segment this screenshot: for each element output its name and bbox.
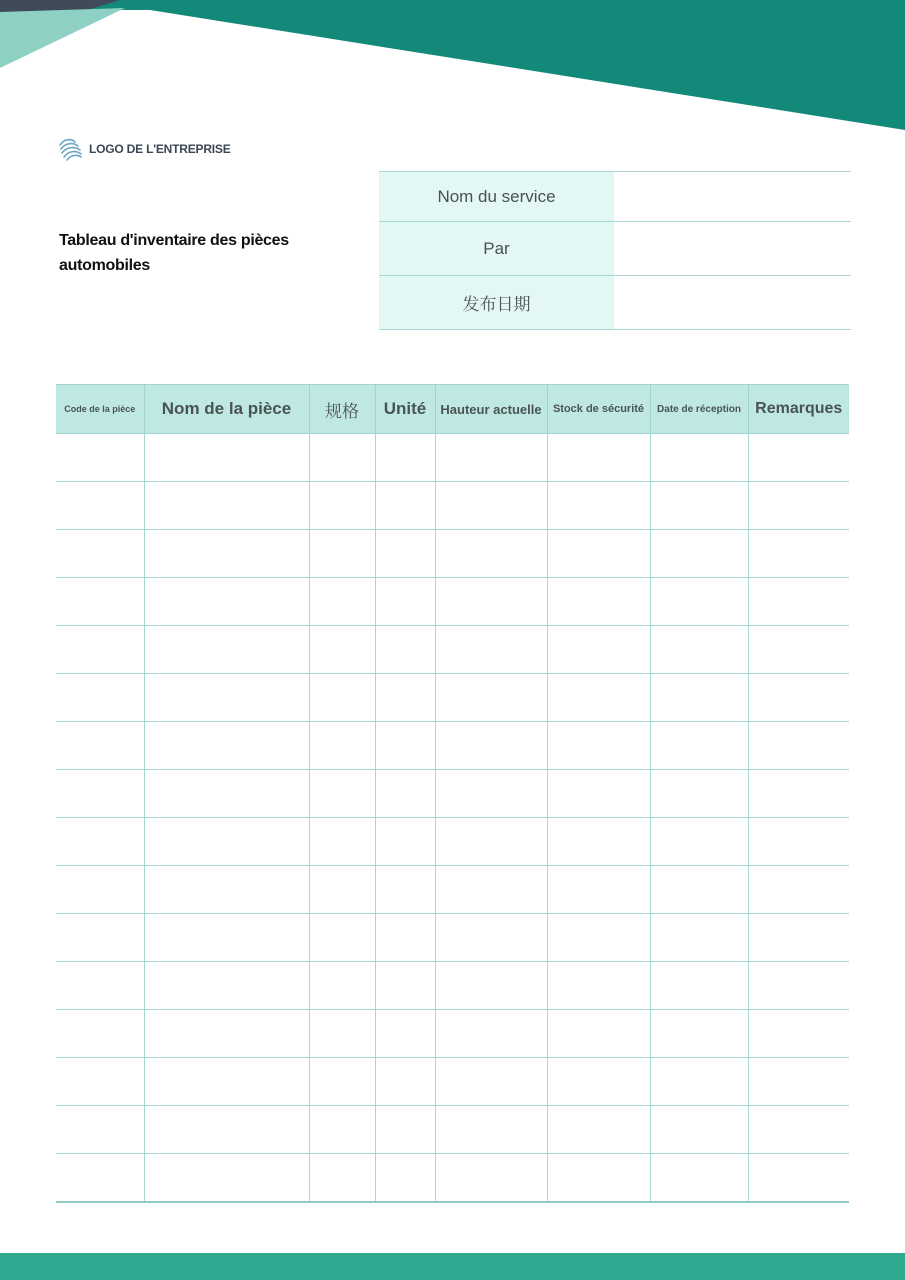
column-header-spec: 规格 bbox=[309, 385, 375, 434]
table-cell[interactable] bbox=[144, 434, 309, 482]
table-cell[interactable] bbox=[650, 578, 748, 626]
table-cell[interactable] bbox=[547, 1154, 650, 1203]
table-cell[interactable] bbox=[547, 578, 650, 626]
table-cell[interactable] bbox=[56, 818, 144, 866]
info-row bbox=[379, 172, 851, 222]
table-cell[interactable] bbox=[650, 962, 748, 1010]
table-cell[interactable] bbox=[56, 866, 144, 914]
column-header-safety-stock: Stock de sécurité bbox=[547, 385, 650, 434]
table-cell[interactable] bbox=[309, 626, 375, 674]
table-cell[interactable] bbox=[375, 962, 435, 1010]
table-cell[interactable] bbox=[748, 770, 849, 818]
table-cell[interactable] bbox=[650, 626, 748, 674]
inventory-table-body bbox=[56, 434, 849, 1203]
table-row bbox=[56, 1154, 849, 1203]
table-cell[interactable] bbox=[375, 914, 435, 962]
info-label: Par bbox=[379, 222, 614, 276]
table-row bbox=[56, 626, 849, 674]
table-cell[interactable] bbox=[748, 914, 849, 962]
column-header-unit: Unité bbox=[375, 385, 435, 434]
column-header-code: Code de la pièce bbox=[56, 385, 144, 434]
table-row bbox=[56, 1058, 849, 1106]
table-cell[interactable] bbox=[56, 674, 144, 722]
logo-text: LOGO DE L'ENTREPRISE bbox=[89, 142, 231, 156]
light-teal-triangle-shape bbox=[0, 8, 125, 68]
table-cell[interactable] bbox=[375, 1058, 435, 1106]
table-cell[interactable] bbox=[309, 818, 375, 866]
table-cell[interactable] bbox=[375, 818, 435, 866]
table-cell[interactable] bbox=[144, 962, 309, 1010]
table-cell[interactable] bbox=[650, 722, 748, 770]
table-cell[interactable] bbox=[748, 722, 849, 770]
info-value-field[interactable] bbox=[614, 172, 851, 222]
table-cell[interactable] bbox=[435, 578, 547, 626]
table-cell[interactable] bbox=[547, 770, 650, 818]
table-row bbox=[56, 962, 849, 1010]
table-cell[interactable] bbox=[650, 674, 748, 722]
table-cell[interactable] bbox=[144, 770, 309, 818]
table-cell[interactable] bbox=[435, 1154, 547, 1203]
table-cell[interactable] bbox=[56, 1010, 144, 1058]
table-cell[interactable] bbox=[56, 1154, 144, 1203]
table-cell[interactable] bbox=[435, 818, 547, 866]
column-header-current-height: Hauteur actuelle bbox=[435, 385, 547, 434]
table-cell[interactable] bbox=[56, 482, 144, 530]
table-cell[interactable] bbox=[375, 482, 435, 530]
table-cell[interactable] bbox=[375, 1154, 435, 1203]
info-value-field[interactable] bbox=[614, 222, 851, 276]
table-cell[interactable] bbox=[375, 674, 435, 722]
table-cell[interactable] bbox=[144, 530, 309, 578]
table-cell[interactable] bbox=[309, 770, 375, 818]
footer-bar bbox=[0, 1253, 905, 1280]
info-row bbox=[379, 222, 851, 276]
column-header-name: Nom de la pièce bbox=[144, 385, 309, 434]
table-cell[interactable] bbox=[435, 1106, 547, 1154]
table-cell[interactable] bbox=[144, 626, 309, 674]
info-row bbox=[379, 276, 851, 330]
table-cell[interactable] bbox=[375, 434, 435, 482]
table-cell[interactable] bbox=[650, 866, 748, 914]
table-cell[interactable] bbox=[748, 626, 849, 674]
table-cell[interactable] bbox=[309, 674, 375, 722]
table-cell[interactable] bbox=[309, 434, 375, 482]
table-cell[interactable] bbox=[56, 626, 144, 674]
table-cell[interactable] bbox=[56, 1058, 144, 1106]
table-cell[interactable] bbox=[309, 962, 375, 1010]
table-cell[interactable] bbox=[144, 1154, 309, 1203]
table-row bbox=[56, 434, 849, 482]
teal-band-shape bbox=[0, 0, 905, 130]
table-cell[interactable] bbox=[144, 1106, 309, 1154]
table-cell[interactable] bbox=[547, 962, 650, 1010]
info-label: 发布日期 bbox=[379, 276, 614, 330]
table-cell[interactable] bbox=[56, 530, 144, 578]
table-cell[interactable] bbox=[144, 674, 309, 722]
table-cell[interactable] bbox=[650, 1058, 748, 1106]
table-cell[interactable] bbox=[309, 530, 375, 578]
table-cell[interactable] bbox=[375, 722, 435, 770]
table-cell[interactable] bbox=[547, 1010, 650, 1058]
table-cell[interactable] bbox=[435, 722, 547, 770]
stacked-waves-logo-icon bbox=[57, 136, 83, 162]
table-cell[interactable] bbox=[309, 578, 375, 626]
column-header-remarks: Remarques bbox=[748, 385, 849, 434]
info-fields-table bbox=[379, 171, 851, 330]
table-cell[interactable] bbox=[748, 1154, 849, 1203]
table-cell[interactable] bbox=[56, 770, 144, 818]
table-cell[interactable] bbox=[56, 578, 144, 626]
table-row bbox=[56, 1010, 849, 1058]
table-cell[interactable] bbox=[547, 1058, 650, 1106]
table-cell[interactable] bbox=[309, 1010, 375, 1058]
table-cell[interactable] bbox=[547, 1106, 650, 1154]
table-cell[interactable] bbox=[309, 1154, 375, 1203]
table-row bbox=[56, 530, 849, 578]
table-cell[interactable] bbox=[144, 482, 309, 530]
table-cell[interactable] bbox=[547, 434, 650, 482]
table-cell[interactable] bbox=[748, 818, 849, 866]
table-cell[interactable] bbox=[375, 1010, 435, 1058]
table-cell[interactable] bbox=[748, 530, 849, 578]
table-cell[interactable] bbox=[435, 674, 547, 722]
table-cell[interactable] bbox=[650, 482, 748, 530]
table-cell[interactable] bbox=[309, 722, 375, 770]
table-cell[interactable] bbox=[375, 866, 435, 914]
table-cell[interactable] bbox=[56, 914, 144, 962]
table-cell[interactable] bbox=[435, 770, 547, 818]
table-cell[interactable] bbox=[56, 1106, 144, 1154]
table-cell[interactable] bbox=[650, 1010, 748, 1058]
table-cell[interactable] bbox=[375, 626, 435, 674]
table-cell[interactable] bbox=[650, 1106, 748, 1154]
table-row bbox=[56, 866, 849, 914]
table-cell[interactable] bbox=[309, 1106, 375, 1154]
table-row bbox=[56, 674, 849, 722]
table-cell[interactable] bbox=[435, 1010, 547, 1058]
table-cell[interactable] bbox=[547, 482, 650, 530]
table-cell[interactable] bbox=[309, 482, 375, 530]
table-cell[interactable] bbox=[144, 914, 309, 962]
table-cell[interactable] bbox=[56, 434, 144, 482]
table-cell[interactable] bbox=[144, 722, 309, 770]
table-cell[interactable] bbox=[650, 914, 748, 962]
table-cell[interactable] bbox=[748, 962, 849, 1010]
table-row bbox=[56, 482, 849, 530]
inventory-table bbox=[56, 384, 849, 1203]
table-cell[interactable] bbox=[375, 530, 435, 578]
table-cell[interactable] bbox=[144, 866, 309, 914]
table-row bbox=[56, 770, 849, 818]
table-cell[interactable] bbox=[748, 434, 849, 482]
table-cell[interactable] bbox=[547, 818, 650, 866]
info-label: Nom du service bbox=[379, 172, 614, 222]
table-cell[interactable] bbox=[435, 866, 547, 914]
table-cell[interactable] bbox=[547, 530, 650, 578]
table-cell[interactable] bbox=[375, 1106, 435, 1154]
table-cell[interactable] bbox=[650, 434, 748, 482]
table-cell[interactable] bbox=[309, 1058, 375, 1106]
table-cell[interactable] bbox=[144, 578, 309, 626]
table-row bbox=[56, 914, 849, 962]
table-cell[interactable] bbox=[435, 434, 547, 482]
table-cell[interactable] bbox=[435, 962, 547, 1010]
document-title: Tableau d'inventaire des pièces automobiles bbox=[59, 232, 289, 274]
table-row bbox=[56, 818, 849, 866]
table-cell[interactable] bbox=[650, 1154, 748, 1203]
table-cell[interactable] bbox=[144, 1010, 309, 1058]
table-cell[interactable] bbox=[748, 482, 849, 530]
table-cell[interactable] bbox=[56, 722, 144, 770]
table-row bbox=[56, 722, 849, 770]
table-cell[interactable] bbox=[375, 770, 435, 818]
table-cell[interactable] bbox=[547, 674, 650, 722]
table-cell[interactable] bbox=[748, 1010, 849, 1058]
column-header-reception-date: Date de réception bbox=[650, 385, 748, 434]
table-cell[interactable] bbox=[748, 674, 849, 722]
table-cell[interactable] bbox=[144, 818, 309, 866]
table-cell[interactable] bbox=[375, 578, 435, 626]
table-cell[interactable] bbox=[547, 914, 650, 962]
table-cell[interactable] bbox=[309, 866, 375, 914]
table-cell[interactable] bbox=[650, 770, 748, 818]
table-cell[interactable] bbox=[435, 482, 547, 530]
table-cell[interactable] bbox=[435, 914, 547, 962]
table-cell[interactable] bbox=[56, 962, 144, 1010]
table-cell[interactable] bbox=[435, 626, 547, 674]
table-cell[interactable] bbox=[650, 818, 748, 866]
table-cell[interactable] bbox=[748, 866, 849, 914]
table-cell[interactable] bbox=[435, 530, 547, 578]
table-cell[interactable] bbox=[309, 914, 375, 962]
table-cell[interactable] bbox=[748, 1106, 849, 1154]
table-cell[interactable] bbox=[435, 1058, 547, 1106]
table-header-row bbox=[56, 385, 849, 434]
table-cell[interactable] bbox=[144, 1058, 309, 1106]
table-cell[interactable] bbox=[547, 626, 650, 674]
table-row bbox=[56, 578, 849, 626]
table-cell[interactable] bbox=[650, 530, 748, 578]
table-row bbox=[56, 1106, 849, 1154]
company-logo bbox=[57, 136, 231, 162]
table-cell[interactable] bbox=[748, 578, 849, 626]
table-cell[interactable] bbox=[547, 866, 650, 914]
header-decoration bbox=[0, 0, 905, 140]
info-value-field[interactable] bbox=[614, 276, 851, 330]
table-cell[interactable] bbox=[748, 1058, 849, 1106]
table-cell[interactable] bbox=[547, 722, 650, 770]
